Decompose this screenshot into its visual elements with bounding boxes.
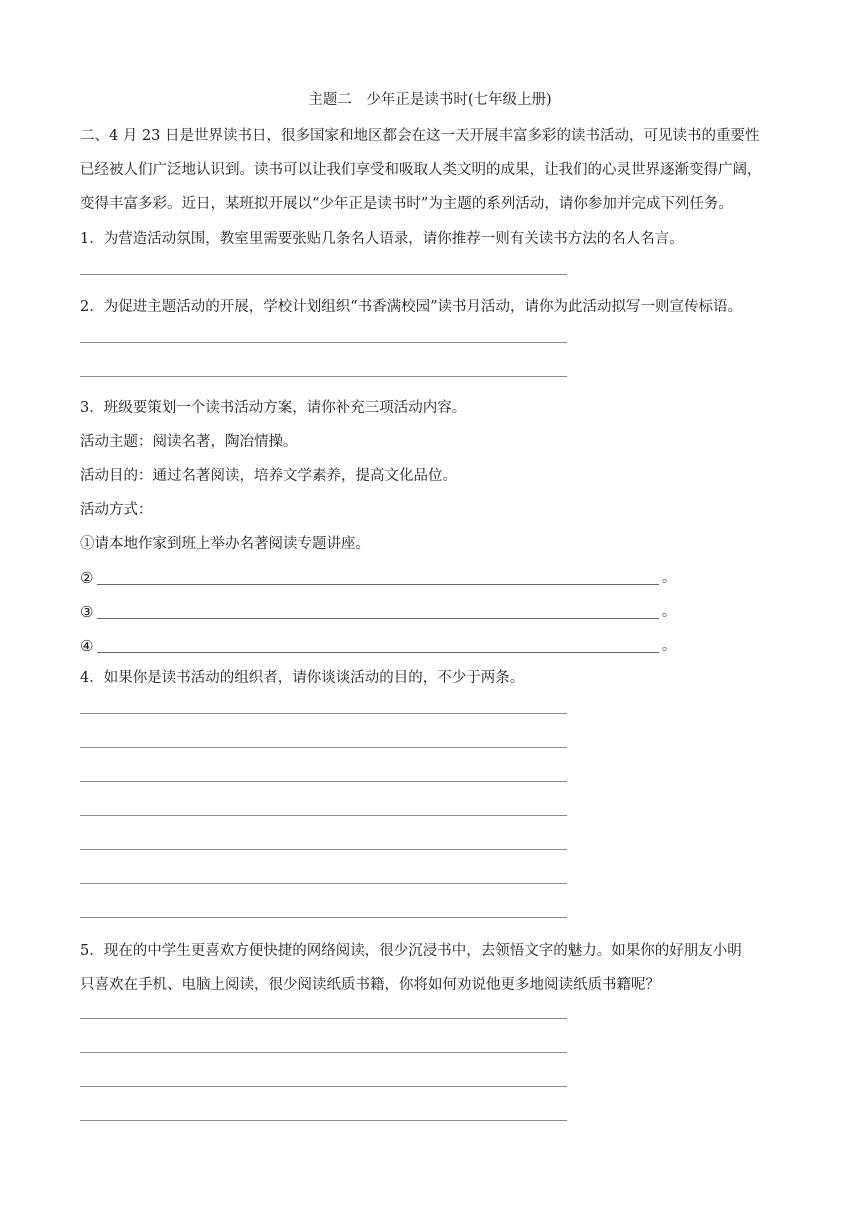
answer-line[interactable] bbox=[80, 1018, 567, 1019]
answer-line[interactable] bbox=[80, 883, 567, 884]
item-end-mark: 。 bbox=[662, 638, 676, 654]
question-5-cont: 只喜欢在手机、电脑上阅读，很少阅读纸质书籍，你将如何劝说他更多地阅读纸质书籍呢？ bbox=[80, 977, 660, 993]
answer-line[interactable] bbox=[80, 342, 567, 343]
answer-line[interactable] bbox=[80, 849, 567, 850]
activity-item-blank[interactable] bbox=[80, 635, 676, 657]
answer-line[interactable] bbox=[80, 274, 567, 275]
item-number: ③ bbox=[80, 603, 94, 621]
item-end-mark: 。 bbox=[662, 570, 676, 586]
answer-line[interactable] bbox=[80, 1052, 567, 1053]
answer-line[interactable] bbox=[80, 376, 567, 377]
intro-line: 二、4 月 23 日是世界读书日，很多国家和地区都会在这一天开展丰富多彩的读书活动，可见读书的重要性 bbox=[80, 128, 760, 144]
item-end-mark: 。 bbox=[662, 604, 676, 620]
activity-method-label: 活动方式： bbox=[80, 502, 153, 518]
question-1: 1．为营造活动氛围，教室里需要张贴几条名人语录，请你推荐一则有关读书方法的名人名言。 bbox=[80, 231, 684, 247]
activity-item-1: ①请本地作家到班上举办名著阅读专题讲座。 bbox=[80, 536, 370, 552]
item-number: ④ bbox=[80, 637, 94, 655]
question-4: 4．如果你是读书活动的组织者，请你谈谈活动的目的，不少于两条。 bbox=[80, 670, 525, 686]
item-number: ② bbox=[80, 569, 94, 587]
question-3: 3．班级要策划一个读书活动方案，请你补充三项活动内容。 bbox=[80, 400, 467, 416]
fill-underline[interactable] bbox=[97, 618, 659, 619]
fill-underline[interactable] bbox=[97, 584, 659, 585]
question-5: 5．现在的中学生更喜欢方便快捷的网络阅读，很少沉浸书中，去领悟文字的魅力。如果你的好朋友小明 bbox=[80, 943, 742, 959]
activity-purpose: 活动目的：通过名著阅读，培养文学素养，提高文化品位。 bbox=[80, 468, 457, 484]
intro-line: 变得丰富多彩。近日，某班拟开展以“少年正是读书时”为主题的系列活动，请你参加并完成下列任务。 bbox=[80, 196, 733, 212]
answer-line[interactable] bbox=[80, 917, 567, 918]
answer-line[interactable] bbox=[80, 713, 567, 714]
answer-line[interactable] bbox=[80, 1120, 567, 1121]
intro-line: 已经被人们广泛地认识到。读书可以让我们享受和吸取人类文明的成果，让我们的心灵世界逐渐变得广阔， bbox=[80, 162, 762, 178]
answer-line[interactable] bbox=[80, 781, 567, 782]
answer-line[interactable] bbox=[80, 747, 567, 748]
page-title: 主题二 少年正是读书时(七年级上册) bbox=[308, 92, 552, 108]
activity-theme: 活动主题：阅读名著，陶冶情操。 bbox=[80, 434, 298, 450]
answer-line[interactable] bbox=[80, 1086, 567, 1087]
answer-line[interactable] bbox=[80, 815, 567, 816]
activity-item-blank[interactable] bbox=[80, 601, 676, 623]
activity-item-blank[interactable] bbox=[80, 567, 676, 589]
question-2: 2．为促进主题活动的开展，学校计划组织“书香满校园”读书月活动，请你为此活动拟写一则宣传标语。 bbox=[80, 299, 743, 315]
fill-underline[interactable] bbox=[97, 652, 659, 653]
